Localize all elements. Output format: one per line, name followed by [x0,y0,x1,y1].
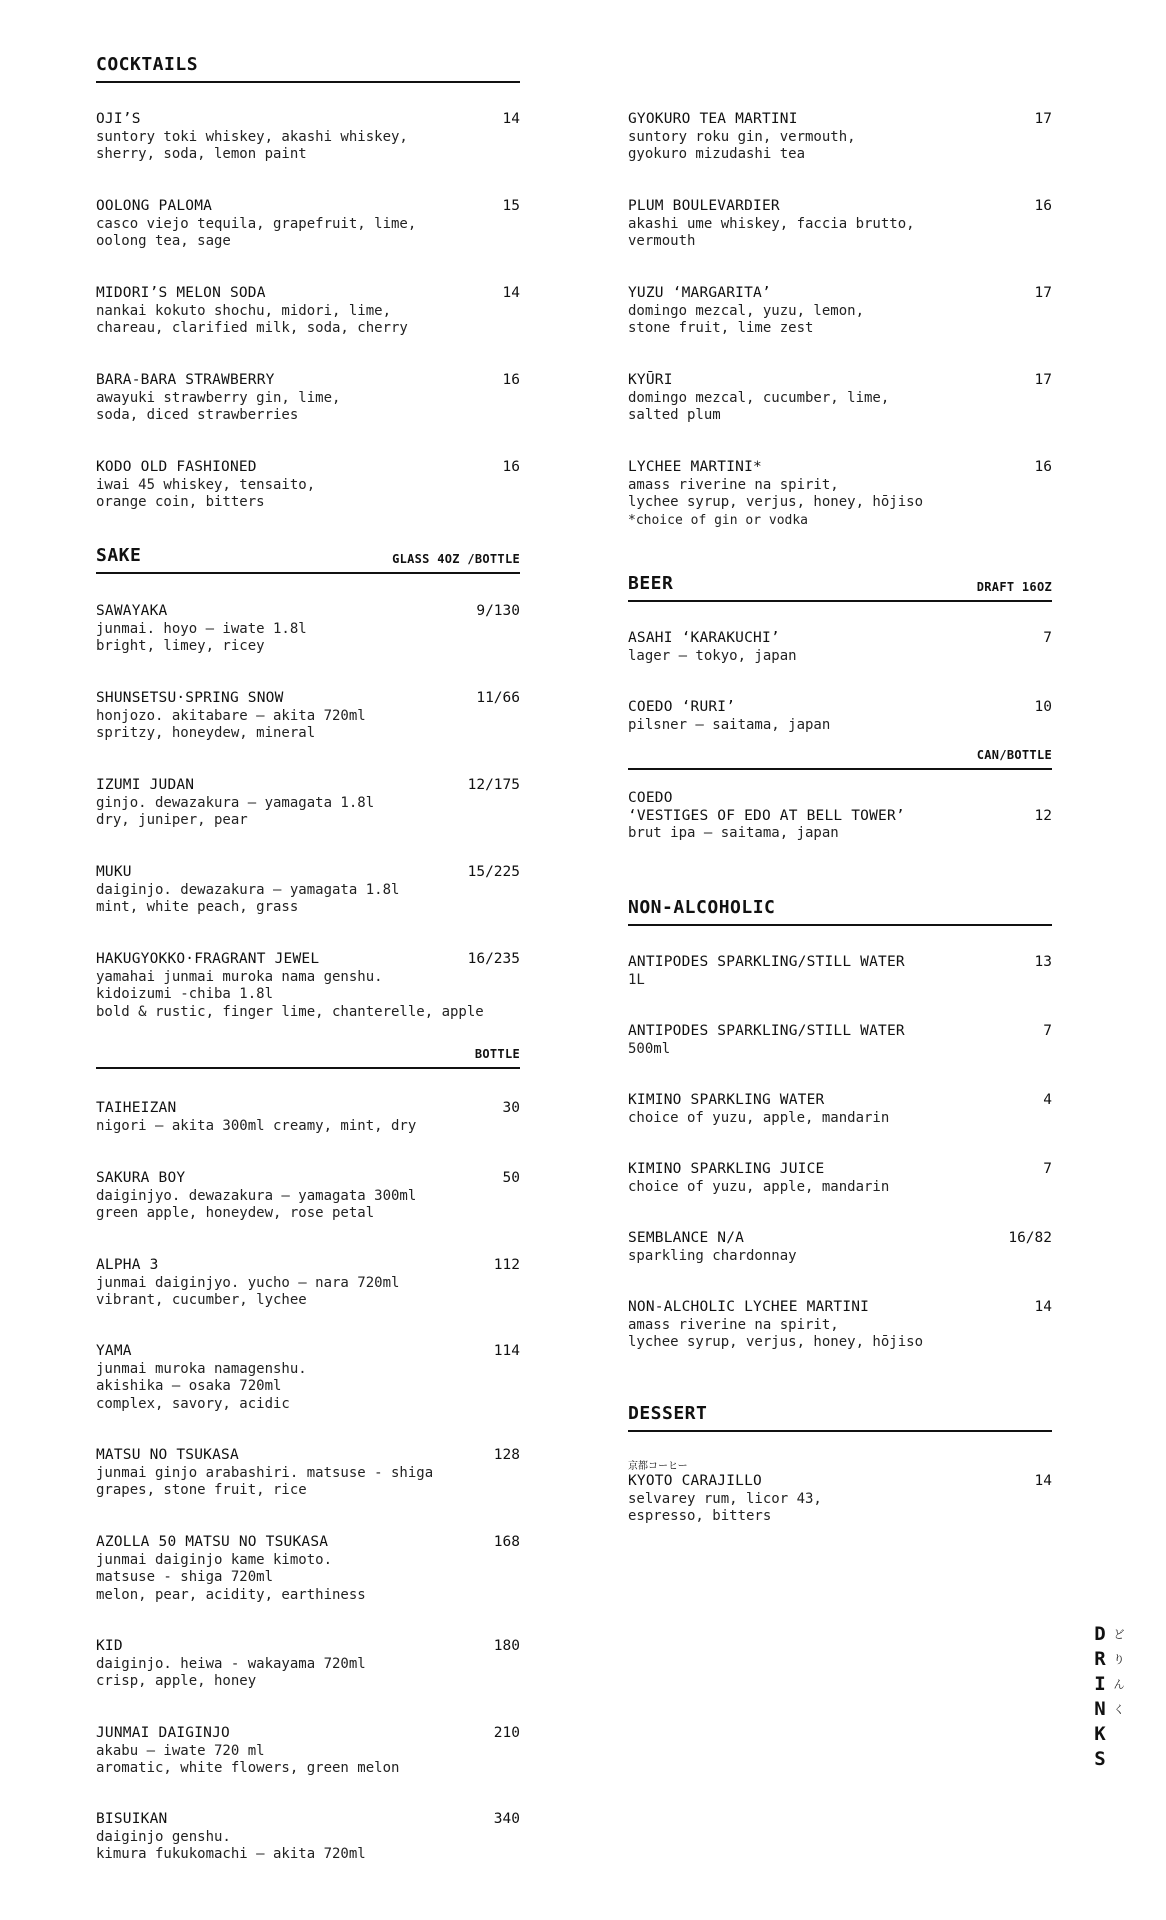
item-desc: awayuki strawberry gin, lime, [96,389,341,406]
item-name: ‘VESTIGES OF EDO AT BELL TOWER’ [628,807,905,824]
item-desc: nankai kokuto shochu, midori, lime, [96,302,392,319]
item-desc: suntory roku gin, vermouth, [628,128,856,145]
menu-item [628,1092,1052,1127]
item-desc: grapes, stone fruit, rice [96,1482,307,1498]
item-price: 14 [502,111,520,127]
item-price: 15 [502,198,520,214]
item-name: GYOKURO TEA MARTINI [628,111,798,127]
item-price: 16 [502,372,520,388]
item-name: COEDO [628,790,673,806]
item-desc: soda, diced strawberries [96,407,299,423]
item-name: HAKUGYOKKO·FRAGRANT JEWEL [96,951,320,967]
menu-item [628,198,1052,251]
item-desc: ginjo. dewazakura — yamagata 1.8l [96,794,375,811]
item-price: 16/235 [467,951,520,967]
item-desc: daiginjyo. dewazakura — yamagata 300ml [96,1187,417,1204]
item-price: 17 [1034,111,1052,127]
menu-item [628,111,1052,164]
item-price: 7 [1043,630,1052,646]
item-price: 17 [1034,372,1052,388]
menu-item [628,1461,1052,1526]
menu-item [96,864,520,917]
item-price: 17 [1034,285,1052,301]
item-price: 16 [1034,459,1052,475]
item-name: MIDORI’S MELON SODA [96,285,266,301]
item-desc: crisp, apple, honey [96,1673,257,1689]
side-letter: R [1094,1648,1106,1670]
side-letter: I [1094,1673,1106,1695]
item-price: 168 [493,1534,520,1550]
item-desc: iwai 45 whiskey, tensaito, [96,476,316,493]
item-desc: lager — tokyo, japan [628,647,797,664]
item-desc: daiginjo. dewazakura — yamagata 1.8l [96,881,400,898]
item-desc: junmai daiginjo kame kimoto. [96,1551,333,1568]
menu-item [96,459,520,512]
item-name: ALPHA 3 [96,1257,159,1273]
menu-item [628,954,1052,989]
item-name: KODO OLD FASHIONED [96,459,257,475]
item-price: 9/130 [476,603,520,619]
section-subtitle: BOTTLE [474,1047,520,1061]
item-desc: choice of yuzu, apple, mandarin [628,1178,890,1195]
item-desc: junmai ginjo arabashiri. matsuse - shiga [96,1464,434,1481]
item-price: 210 [493,1725,520,1741]
item-desc: akishika — osaka 720ml [96,1378,282,1394]
menu-item [96,777,520,830]
item-desc: domingo mezcal, yuzu, lemon, [628,302,865,319]
item-name: NON-ALCHOLIC LYCHEE MARTINI [628,1299,870,1315]
menu-item [96,372,520,425]
item-price: 11/66 [476,690,520,706]
menu-item [96,951,526,1021]
section-title: DESSERT [628,1403,708,1424]
menu-item [96,690,520,743]
item-desc: amass riverine na spirit, [628,476,839,493]
side-letter: N [1094,1698,1106,1720]
item-name: COEDO ‘RURI’ [628,699,736,715]
side-letter: S [1094,1748,1106,1770]
item-desc: nigori — akita 300ml creamy, mint, dry [96,1117,417,1134]
item-desc: kimura fukukomachi — akita 720ml [96,1846,366,1862]
menu-item [628,1299,1052,1352]
section-title: SAKE [96,545,142,566]
item-price: 12 [1034,807,1052,824]
item-name: BARA-BARA STRAWBERRY [96,372,275,388]
item-desc: dry, juniper, pear [96,812,248,828]
menu-item [628,630,1052,665]
side-label-drinks [1092,1622,1108,1772]
item-name: JUNMAI DAIGINJO [96,1725,230,1741]
side-jp-char: り [1113,1653,1125,1666]
item-desc: daiginjo genshu. [96,1828,231,1845]
side-label-jp [1112,1622,1126,1722]
section-subtitle: CAN/BOTTLE [976,748,1052,762]
item-desc: domingo mezcal, cucumber, lime, [628,389,890,406]
section-subtitle: GLASS 4OZ /BOTTLE [392,552,520,566]
item-desc: vermouth [628,233,696,249]
item-price: 50 [502,1170,520,1186]
item-name: TAIHEIZAN [96,1100,177,1116]
item-name: YAMA [96,1343,132,1359]
item-desc: yamahai junmai muroka nama genshu. [96,968,383,985]
item-price: 13 [1034,954,1052,970]
item-desc: stone fruit, lime zest [628,320,814,336]
beer-can-header [628,748,1052,770]
item-price: 16 [1034,198,1052,214]
dessert-header [628,1403,1052,1432]
item-price: 7 [1043,1161,1052,1177]
item-name: BISUIKAN [96,1811,168,1827]
item-desc: salted plum [628,407,721,423]
item-desc: mint, white peach, grass [96,899,299,915]
item-name: KID [96,1638,123,1654]
menu-item [628,285,1052,338]
item-price: 7 [1043,1023,1052,1039]
section-title: COCKTAILS [96,54,199,75]
item-name: PLUM BOULEVARDIER [628,198,780,214]
item-desc: orange coin, bitters [96,494,265,510]
item-name: SEMBLANCE N/A [628,1230,745,1246]
item-price: 128 [493,1447,520,1463]
item-desc: matsuse - shiga 720ml [96,1569,274,1585]
item-desc: bright, limey, ricey [96,638,265,654]
item-desc: aromatic, white flowers, green melon [96,1760,400,1776]
sake-header [96,545,520,574]
item-price: 14 [1034,1299,1052,1315]
item-price: 4 [1043,1092,1052,1108]
item-desc: kidoizumi -chiba 1.8l [96,986,274,1002]
item-desc: brut ipa — saitama, japan [628,825,839,841]
beer-header [628,573,1052,602]
side-letter: D [1094,1623,1106,1645]
item-desc: amass riverine na spirit, [628,1316,839,1333]
item-name: YUZU ‘MARGARITA’ [628,285,771,301]
item-desc: lychee syrup, verjus, honey, hōjiso [628,494,924,510]
item-price: 15/225 [467,864,520,880]
menu-item [96,1343,520,1413]
section-title: BEER [628,573,674,594]
item-name: SHUNSETSU·SPRING SNOW [96,690,284,706]
item-desc: espresso, bitters [628,1508,772,1524]
item-name: IZUMI JUDAN [96,777,195,793]
menu-item [96,1534,520,1604]
item-name: SAWAYAKA [96,603,168,619]
menu-item [628,459,1052,529]
item-price: 14 [1034,1473,1052,1489]
item-desc: green apple, honeydew, rose petal [96,1205,375,1221]
item-name: MUKU [96,864,132,880]
menu-item [96,285,520,338]
menu-item [628,372,1052,425]
item-desc: selvarey rum, licor 43, [628,1490,822,1507]
menu-item [96,1100,520,1135]
item-desc: vibrant, cucumber, lychee [96,1292,307,1308]
menu-item [628,699,1052,734]
section-subtitle: DRAFT 16OZ [976,580,1052,594]
item-name: AZOLLA 50 MATSU NO TSUKASA [96,1534,329,1550]
item-jp-name: 京都コーヒー [628,1461,688,1472]
item-desc: casco viejo tequila, grapefruit, lime, [96,215,417,232]
menu-item [628,1161,1052,1196]
menu-item [96,198,520,251]
item-desc: junmai daiginjyo. yucho — nara 720ml [96,1274,400,1291]
item-price: 30 [502,1100,520,1116]
menu-item [96,1447,520,1500]
item-name: SAKURA BOY [96,1170,186,1186]
item-desc: daiginjo. heiwa - wakayama 720ml [96,1655,366,1672]
side-letter: K [1094,1723,1106,1745]
item-desc: suntory toki whiskey, akashi whiskey, [96,128,408,145]
item-desc: sparkling chardonnay [628,1247,797,1264]
item-name: ANTIPODES SPARKLING/STILL WATER [628,1023,905,1039]
item-desc: melon, pear, acidity, earthiness [96,1586,366,1603]
item-desc: junmai muroka namagenshu. [96,1360,307,1377]
item-name: KYŪRI [628,372,673,388]
menu-item [96,1638,520,1691]
menu-item [96,1257,520,1310]
item-name: KIMINO SPARKLING JUICE [628,1161,825,1177]
menu-item [96,1811,520,1864]
sake-bottle-header [96,1047,520,1069]
section-title: NON-ALCOHOLIC [628,897,776,918]
item-price: 12/175 [467,777,520,793]
cocktails-header [96,54,520,83]
item-price: 16 [502,459,520,475]
item-desc: pilsner — saitama, japan [628,716,831,733]
item-note: *choice of gin or vodka [628,512,809,528]
item-desc: lychee syrup, verjus, honey, hōjiso [628,1334,924,1350]
menu-item [96,1170,520,1223]
item-price: 14 [502,285,520,301]
item-name: MATSU NO TSUKASA [96,1447,239,1463]
item-name: OJI’S [96,111,141,127]
item-price: 10 [1034,699,1052,715]
item-desc: spritzy, honeydew, mineral [96,725,316,741]
item-desc: complex, savory, acidic [96,1395,290,1412]
menu-item [628,1230,1052,1265]
item-desc: sherry, soda, lemon paint [96,146,307,162]
item-desc: bold & rustic, finger lime, chanterelle, apple [96,1003,484,1020]
menu-item [628,790,1052,843]
item-name: OOLONG PALOMA [96,198,213,214]
item-name: KYOTO CARAJILLO [628,1473,762,1489]
side-jp-char: ど [1113,1628,1125,1641]
item-name: LYCHEE MARTINI* [628,459,762,475]
item-price: 180 [493,1638,520,1654]
item-desc: akashi ume whiskey, faccia brutto, [628,215,915,232]
nonalc-header [628,897,1052,926]
item-desc: honjozo. akitabare — akita 720ml [96,707,366,724]
item-price: 112 [493,1257,520,1273]
item-desc: 1L [628,971,645,988]
item-name: ANTIPODES SPARKLING/STILL WATER [628,954,905,970]
item-name: ASAHI ‘KARAKUCHI’ [628,630,780,646]
side-jp-char: ん [1113,1678,1125,1691]
menu-item [96,603,520,656]
item-desc: 500ml [628,1040,671,1057]
item-desc: junmai. hoyo — iwate 1.8l [96,620,307,637]
item-desc: akabu — iwate 720 ml [96,1742,265,1759]
item-desc: chareau, clarified milk, soda, cherry [96,320,408,336]
menu-item [96,1725,520,1778]
item-price: 340 [493,1811,520,1827]
item-price: 16/82 [1008,1230,1052,1246]
item-desc: gyokuro mizudashi tea [628,146,806,162]
item-price: 114 [493,1343,520,1359]
menu-item [96,111,520,164]
side-jp-char: く [1113,1703,1125,1716]
menu-item [628,1023,1052,1058]
item-desc: choice of yuzu, apple, mandarin [628,1109,890,1126]
item-desc: oolong tea, sage [96,233,231,249]
item-name: KIMINO SPARKLING WATER [628,1092,825,1108]
